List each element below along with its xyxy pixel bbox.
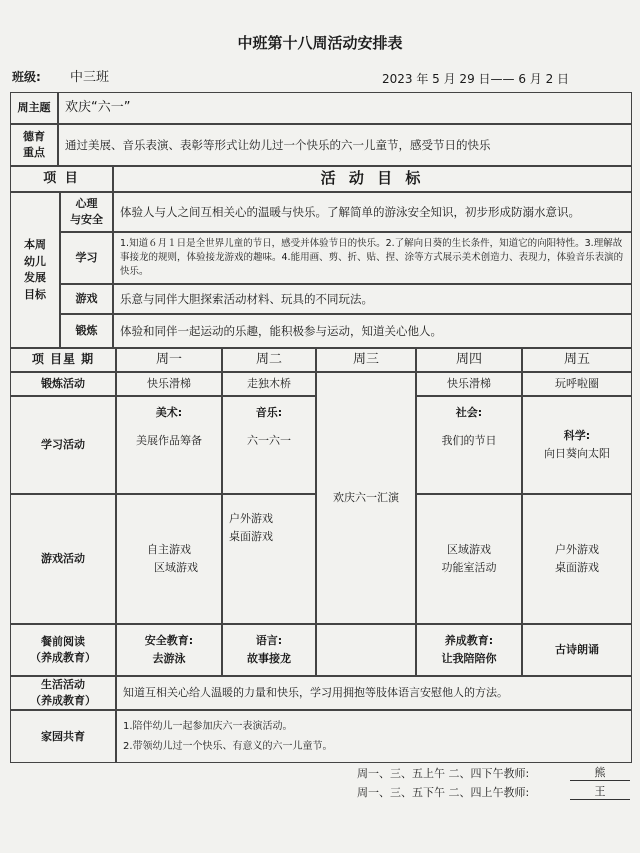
reading-fri: 古诗朗诵 xyxy=(522,624,632,676)
reading-mon xyxy=(116,624,222,676)
reading-tue-2: 故事接龙 xyxy=(247,652,291,665)
reading-label xyxy=(10,624,116,676)
games-fri-1: 户外游戏 xyxy=(555,543,599,557)
day-thu: 周四 xyxy=(416,348,522,372)
date-range: 2023 年 5 月 29 日—— 6 月 2 日 xyxy=(382,72,570,86)
footer-teacher-1: 熊 xyxy=(570,764,630,781)
life-label-1: 生活活动 xyxy=(41,678,85,692)
development-label-3: 发展 xyxy=(24,271,46,284)
day-wed: 周三 xyxy=(316,348,416,372)
development-label xyxy=(10,192,60,348)
learning-mon xyxy=(116,396,222,494)
reading-thu xyxy=(416,624,522,676)
learning-thu-content: 我们的节日 xyxy=(441,433,497,447)
goals-header: 活 动 目 标 xyxy=(113,166,632,192)
life-label xyxy=(10,676,116,710)
day-mon: 周一 xyxy=(116,348,222,372)
reading-thu-2: 让我陪陪你 xyxy=(441,652,497,665)
footer-line-1: 周一、三、五上午 二、四下午教师: xyxy=(357,767,530,780)
moral-value: 通过美展、音乐表演、表彰等形式让幼儿过一个快乐的六一儿童节，感受节日的快乐 xyxy=(58,124,632,166)
games-mon-1: 自主游戏 xyxy=(147,543,191,557)
reading-tue-1: 语言: xyxy=(255,634,283,648)
reading-label-1: 餐前阅读 xyxy=(41,635,85,649)
goal-area-games: 游戏 xyxy=(60,284,113,314)
reading-wed xyxy=(316,624,416,676)
life-text: 知道互相关心给人温暖的力量和快乐，学习用拥抱等肢体语言安慰他人的方法。 xyxy=(116,676,632,710)
goal-text-psychology: 体验人与人之间互相关心的温暖与快乐。了解简单的游泳安全知识，初步形成防溺水意识。 xyxy=(113,192,632,232)
exercise-thu: 快乐滑梯 xyxy=(416,372,522,396)
exercise-mon: 快乐滑梯 xyxy=(116,372,222,396)
home-label: 家园共育 xyxy=(10,710,116,763)
reading-label-2: （养成教育） xyxy=(30,651,96,664)
games-mon-2: 区域游戏 xyxy=(154,561,198,574)
games-fri-2: 桌面游戏 xyxy=(555,561,599,574)
goal-area-psychology-2: 与安全 xyxy=(70,213,103,226)
games-thu xyxy=(416,494,522,624)
goals-item-header: 项 目 xyxy=(10,166,113,192)
wednesday-event: 欢庆六一汇演 xyxy=(316,372,416,624)
schedule-corner: 项 目星 期 xyxy=(10,348,116,372)
reading-tue xyxy=(222,624,316,676)
development-label-1: 本周 xyxy=(24,238,46,251)
goal-area-psychology xyxy=(60,192,113,232)
learning-tue-subject: 音乐: xyxy=(255,406,283,419)
home-item-1: 1.陪伴幼儿一起参加庆六一表演活动。 xyxy=(123,720,293,732)
exercise-fri: 玩呼啦圈 xyxy=(522,372,632,396)
footer-teacher-2: 王 xyxy=(570,783,630,800)
learning-thu-subject: 社会: xyxy=(455,406,483,419)
moral-label xyxy=(10,124,58,166)
reading-mon-1: 安全教育: xyxy=(144,634,194,648)
learning-fri-subject: 科学: xyxy=(563,429,591,443)
learning-thu xyxy=(416,396,522,494)
learning-tue xyxy=(222,396,316,494)
learning-mon-subject: 美术: xyxy=(155,406,183,419)
learning-fri xyxy=(522,396,632,494)
reading-thu-1: 养成教育: xyxy=(444,634,494,648)
goal-text-games: 乐意与同伴大胆探索活动材料、玩具的不同玩法。 xyxy=(113,284,632,314)
development-label-4: 目标 xyxy=(24,287,46,301)
goal-area-psychology-1: 心理 xyxy=(75,197,98,211)
class-label: 班级: xyxy=(12,70,41,84)
exercise-label: 锻炼活动 xyxy=(10,372,116,396)
goal-text-exercise: 体验和同伴一起运动的乐趣，能积极参与运动，知道关心他人。 xyxy=(113,314,632,348)
goal-text-learning: 1.知道６月１日是全世界儿童的节日，感受并体验节日的快乐。2.了解向日葵的生长条件，知道它的向阳特性。3.理解故事接龙的规则，体验接龙游戏的趣味。4.能用画、剪、折、贴、捏、涂等方式展示美术创造力、表现力，体验音乐表演的快乐。 xyxy=(113,232,632,284)
moral-label-2: 重点 xyxy=(23,146,45,159)
games-tue xyxy=(222,494,316,624)
games-thu-2: 功能室活动 xyxy=(441,561,497,574)
games-fri xyxy=(522,494,632,624)
learning-label: 学习活动 xyxy=(10,396,116,494)
theme-label: 周主题 xyxy=(10,92,58,124)
moral-label-1: 德育 xyxy=(23,130,45,144)
games-tue-2: 桌面游戏 xyxy=(229,529,273,543)
life-label-2: （养成教育） xyxy=(30,694,96,707)
home-text xyxy=(116,710,632,763)
home-item-2: 2.带领幼儿过一个快乐、有意义的六一儿童节。 xyxy=(123,741,333,752)
games-mon xyxy=(116,494,222,624)
learning-mon-content: 美展作品筹备 xyxy=(136,433,202,447)
day-fri: 周五 xyxy=(522,348,632,372)
footer-line-2: 周一、三、五下午 二、四上午教师: xyxy=(357,786,530,799)
learning-tue-content: 六一六一 xyxy=(247,433,291,447)
games-label: 游戏活动 xyxy=(10,494,116,624)
page-title: 中班第十八周活动安排表 xyxy=(237,34,403,52)
goal-area-exercise: 锻炼 xyxy=(60,314,113,348)
theme-value: 欢庆“六一” xyxy=(58,92,632,124)
learning-fri-content: 向日葵向太阳 xyxy=(544,447,610,460)
class-name: 中三班 xyxy=(70,70,110,85)
goal-area-learning: 学习 xyxy=(60,232,113,284)
reading-mon-2: 去游泳 xyxy=(152,652,186,665)
games-tue-1: 户外游戏 xyxy=(229,512,273,525)
day-tue: 周二 xyxy=(222,348,316,372)
exercise-tue: 走独木桥 xyxy=(222,372,316,396)
games-thu-1: 区域游戏 xyxy=(447,543,491,557)
development-label-2: 幼儿 xyxy=(24,254,46,268)
